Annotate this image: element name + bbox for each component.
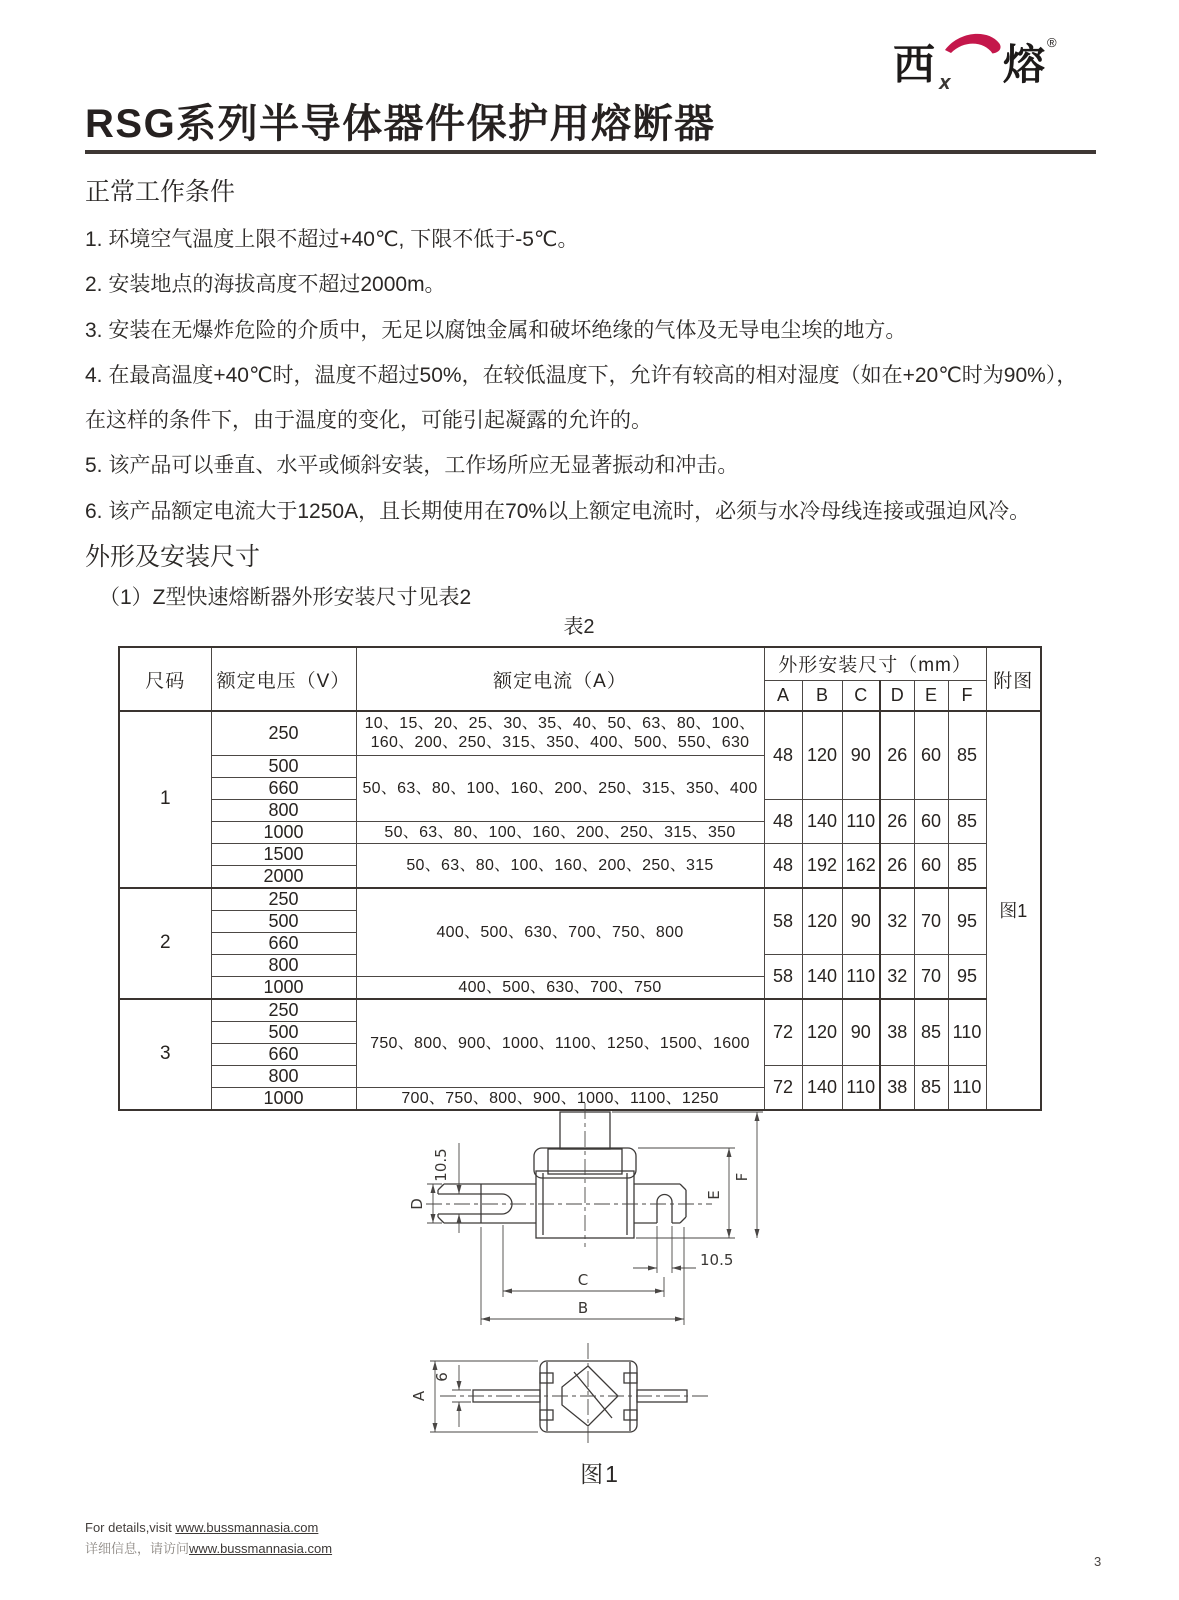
dim-cell-f: 95 [948,888,986,955]
voltage-cell: 1000 [211,821,356,843]
header-size: 尺码 [119,647,211,711]
condition-line: 在这样的条件下，由于温度的变化，可能引起凝露的允许的。 [85,409,652,433]
size-cell: 1 [119,711,211,888]
dim-cell-f: 110 [948,999,986,1066]
current-cell: 10、15、20、25、30、35、40、50、63、80、100、160、200、250、315、350、400、500、550、630 [356,711,764,755]
header-dim-a: A [764,680,802,711]
outline-section-note: （1）Z型快速熔断器外形安装尺寸见表2 [99,586,472,609]
front-view [408,1103,763,1325]
dim-cell-c: 162 [842,843,880,888]
dim-cell-c: 110 [842,954,880,999]
dim-cell-a: 48 [764,799,802,843]
working-conditions-list [85,217,1105,534]
current-cell: 700、750、800、900、1000、1100、1250 [356,1087,764,1110]
footer-line-en [85,1520,318,1535]
dim-cell-a: 58 [764,888,802,955]
registered-mark: ® [1047,35,1057,50]
dim-cell-f: 110 [948,1065,986,1110]
current-cell: 50、63、80、100、160、200、250、315 [356,843,764,888]
condition-line: 4. 在最高温度+40℃时，温度不超过50%，在较低温度下，允许有较高的相对湿度（如在+20℃时为90%）， [85,363,1078,387]
footer-url-link[interactable]: www.bussmannasia.com [175,1520,319,1535]
working-conditions-heading: 正常工作条件 [85,178,236,206]
footer-en-text: For details,visit [85,1520,176,1535]
voltage-cell: 250 [211,888,356,911]
condition-line: 3. 安装在无爆炸危险的介质中，无足以腐蚀金属和破坏绝缘的气体及无导电尘埃的地方。 [85,318,907,342]
dim-cell-b: 140 [802,954,842,999]
dim-cell-d: 26 [880,711,914,799]
dim-cell-f: 95 [948,954,986,999]
dim-cell-b: 120 [802,711,842,799]
header-dim-f: F [948,680,986,711]
svg-text:X: X [939,75,951,93]
dim-cell-e: 60 [914,843,948,888]
dimensions-table [118,646,1042,1111]
condition-line: 5. 该产品可以垂直、水平或倾斜安装，工作场所应无显著振动和冲击。 [85,454,739,478]
dim-cell-d: 26 [880,843,914,888]
dim-cell-d: 32 [880,888,914,955]
condition-line: 6. 该产品额定电流大于1250A，且长期使用在70%以上额定电流时，必须与水冷母线连接或强迫风冷。 [85,499,1031,523]
figure-caption: 图1 [580,1461,620,1487]
title-rule [85,150,1096,154]
dim-cell-b: 192 [802,843,842,888]
dim-cell-f: 85 [948,799,986,843]
header-figure: 附图 [986,647,1041,711]
fuse-outline-drawing [380,1085,820,1455]
header-dim-b: B [802,680,842,711]
footer-line-cn [85,1538,332,1557]
voltage-cell: 800 [211,1065,356,1087]
header-voltage: 额定电压（V） [211,647,356,711]
header-dims-group: 外形安装尺寸（mm） [764,647,986,680]
dim-cell-e: 70 [914,888,948,955]
dim-cell-e: 60 [914,711,948,799]
voltage-cell: 660 [211,1043,356,1065]
dim-label-blade: 6 [433,1372,451,1382]
dim-label-b: B [577,1299,589,1317]
dim-label-f: F [733,1172,751,1182]
header-dim-e: E [914,680,948,711]
current-cell: 400、500、630、700、750、800 [356,888,764,977]
dim-cell-d: 38 [880,1065,914,1110]
dim-cell-e: 70 [914,954,948,999]
footer-cn-text: 详细信息，请访问 [85,1541,190,1556]
dim-cell-a: 72 [764,999,802,1066]
voltage-cell: 500 [211,1021,356,1043]
size-cell: 2 [119,888,211,999]
dim-cell-d: 26 [880,799,914,843]
dim-cell-f: 85 [948,711,986,799]
header-current: 额定电流（A） [356,647,764,711]
logo-x-swoosh-icon [931,33,1007,97]
voltage-cell: 1000 [211,976,356,999]
dim-cell-b: 140 [802,1065,842,1110]
condition-line: 2. 安装地点的海拔高度不超过2000m。 [85,273,446,297]
dim-cell-b: 120 [802,888,842,955]
voltage-cell: 2000 [211,865,356,888]
header-dim-c: C [842,680,880,711]
top-view [410,1343,708,1447]
brand-logo [893,33,1057,97]
voltage-cell: 1500 [211,843,356,865]
dim-cell-b: 120 [802,999,842,1066]
figure-ref-cell: 图1 [986,711,1041,1110]
voltage-cell: 660 [211,932,356,954]
page-number: 3 [1094,1554,1102,1569]
dim-cell-d: 38 [880,999,914,1066]
table-caption: 表2 [563,616,595,638]
condition-line: 1. 环境空气温度上限不超过+40℃, 下限不低于-5℃。 [85,228,579,251]
outline-section-heading: 外形及安装尺寸 [85,543,261,571]
voltage-cell: 800 [211,954,356,976]
voltage-cell: 250 [211,999,356,1022]
dim-label-d: D [408,1198,426,1210]
dim-cell-e: 85 [914,999,948,1066]
header-dim-d: D [880,680,914,711]
logo-char-left: 西 [893,41,936,88]
dim-cell-c: 110 [842,799,880,843]
dim-cell-a: 48 [764,711,802,799]
voltage-cell: 1000 [211,1087,356,1110]
size-cell: 3 [119,999,211,1110]
dim-label-e: E [705,1190,723,1200]
current-cell: 50、63、80、100、160、200、250、315、350、400 [356,755,764,821]
current-cell: 400、500、630、700、750 [356,976,764,999]
current-cell: 50、63、80、100、160、200、250、315、350 [356,821,764,843]
dim-cell-d: 32 [880,954,914,999]
dim-cell-f: 85 [948,843,986,888]
dim-cell-c: 90 [842,999,880,1066]
dim-cell-a: 48 [764,843,802,888]
dim-cell-b: 140 [802,799,842,843]
dim-cell-c: 90 [842,711,880,799]
dim-cell-c: 110 [842,1065,880,1110]
page-title: RSG系列半导体器件保护用熔断器 [85,102,716,146]
dim-cell-c: 90 [842,888,880,955]
voltage-cell: 500 [211,755,356,777]
dim-cell-a: 58 [764,954,802,999]
dim-cell-a: 72 [764,1065,802,1110]
dim-label-slot-right: 10.5 [700,1251,734,1269]
voltage-cell: 500 [211,910,356,932]
logo-char-right: 熔 [1003,41,1046,88]
footer-url-link[interactable]: www.bussmannasia.com [189,1541,333,1556]
current-cell: 750、800、900、1000、1100、1250、1500、1600 [356,999,764,1088]
dim-cell-e: 85 [914,1065,948,1110]
dim-label-a: A [410,1390,428,1402]
voltage-cell: 250 [211,711,356,755]
dim-cell-e: 60 [914,799,948,843]
dim-label-slot-top: 10.5 [432,1148,450,1182]
voltage-cell: 660 [211,777,356,799]
voltage-cell: 800 [211,799,356,821]
dim-label-c: C [577,1271,589,1289]
